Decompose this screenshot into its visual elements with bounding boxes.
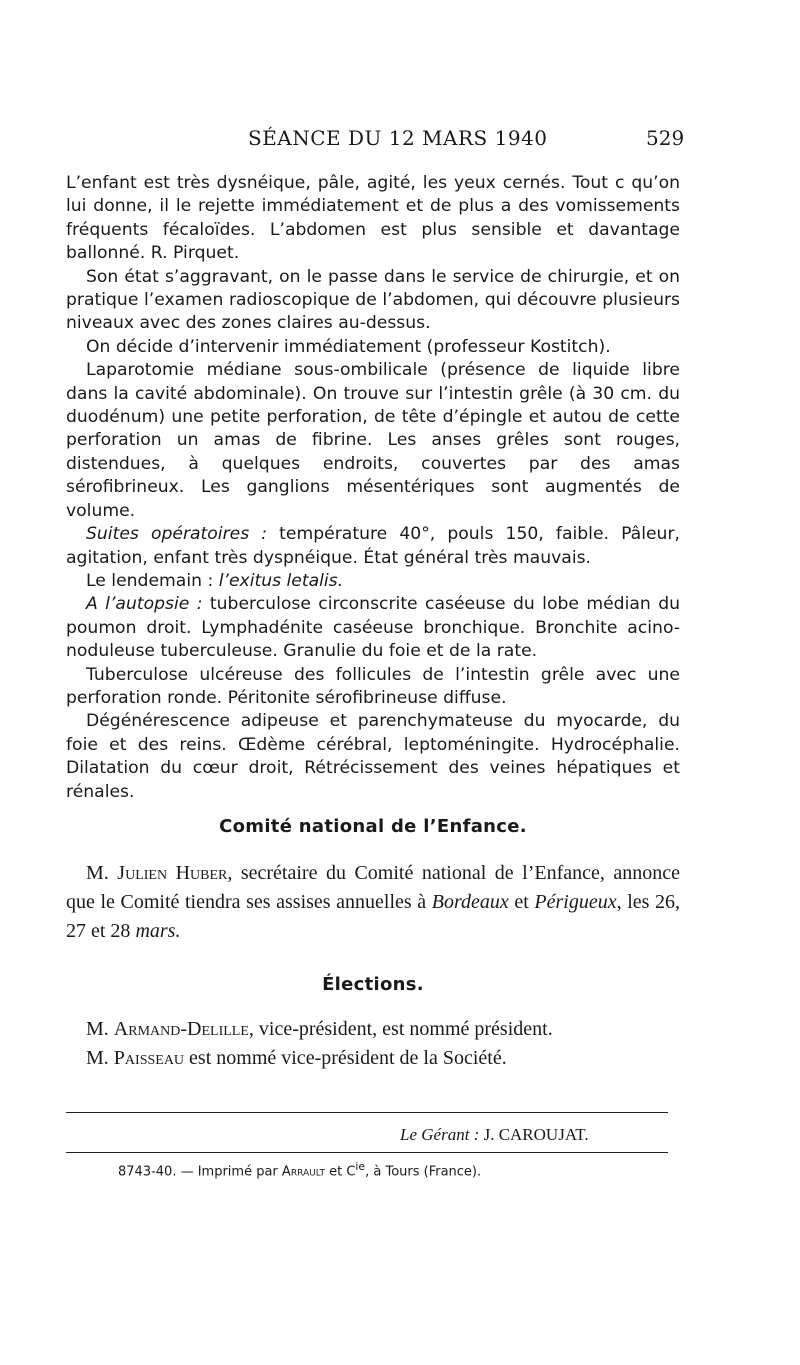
suites-text: température 40°, pouls 150, faible. Pâleur, agitation, enfant très dyspnéique. État général très mauvais. <box>66 524 680 568</box>
comite-et: et <box>508 891 535 913</box>
elections-m: M. <box>86 1018 114 1040</box>
case-report <box>66 172 680 804</box>
paragraph: On décide d’intervenir immédiatement (professeur Kostitch). <box>86 336 611 357</box>
paragraph-lendemain <box>66 570 680 593</box>
printer-et: et C <box>324 1164 356 1180</box>
autopsie-text: tuberculose circonscrite caséeuse du lobe médian du poumon droit. Lymphadénite caséeuse bronchique. Bronchite acino-noduleuse tuberculeuse. Granulie du foie et de la rate. <box>66 594 680 662</box>
comite-name: Julien Huber <box>117 862 228 884</box>
page-number: 529 <box>646 126 685 150</box>
elections-name-1: Armand-Delille <box>113 1018 249 1040</box>
lendemain-italic: l’exitus letalis. <box>218 570 344 591</box>
paragraph-autopsie <box>66 593 680 663</box>
comite-section <box>66 812 680 946</box>
gerant-name: J. CAROUJAT. <box>479 1125 589 1144</box>
printer-sup: ie <box>355 1160 366 1173</box>
elections-heading: Élections. <box>322 974 424 995</box>
elections-line-2 <box>66 1044 680 1073</box>
paragraph: Son état s’aggravant, on le passe dans le service de chirurgie, et on pratique l’examen radioscopique de l’abdomen, qui découvre plusieurs niveaux avec des zones claires au-dessus. <box>66 266 680 334</box>
elections-text-1: , vice-président, est nommé président. <box>248 1018 553 1040</box>
comite-city2: Périgueux <box>534 891 617 913</box>
running-head: SÉANCE DU 12 MARS 1940 <box>248 126 548 150</box>
paragraph: L’enfant est très dysnéique, pâle, agité, les yeux cernés. Tout c qu’on lui donne, il le rejette immédiatement et de plus a des vomissements fréquents fécaloïdes. L’abdomen est plus sensible et davantage ballonné. R. Pirquet. <box>66 173 680 264</box>
page-header <box>0 126 800 156</box>
printer-imprint <box>118 1160 678 1179</box>
elections-text-2: est nommé vice-président de la Société. <box>184 1047 507 1069</box>
paragraph: Laparotomie médiane sous-ombilicale (présence de liquide libre dans la cavité abdominale). On trouve sur l’intestin grêle (à 30 cm. du duodénum) une petite perforation, de tête d’épingle et autou de cette perforation un amas de fibrine. Les anses grêles sont rouges, distendues, à quelques endroits, couvertes par des amas sérofibrineux. Les ganglions mésentériques sont augmentés de volume. <box>66 360 680 521</box>
comite-paragraph <box>66 859 680 946</box>
printer-name: Arrault <box>281 1164 325 1180</box>
comite-month: mars. <box>135 920 181 942</box>
elections-name-2: Paisseau <box>113 1047 185 1069</box>
paragraph: Tuberculose ulcéreuse des follicules de l’intestin grêle avec une perforation ronde. Péritonite sérofibrineuse diffuse. <box>66 664 680 708</box>
elections-section <box>66 970 680 1073</box>
gerant-line <box>400 1125 670 1145</box>
printer-number: 8743-40. — Imprimé par <box>118 1164 282 1180</box>
elections-m: M. <box>86 1047 114 1069</box>
suites-label: Suites opératoires : <box>86 524 268 545</box>
divider <box>66 1112 668 1113</box>
comite-text1: , secrétaire du Comité national de l’Enfance, annonce que le Comité tiendra ses assises annuelles à <box>66 862 680 913</box>
printer-rest: , à Tours (France). <box>365 1164 482 1180</box>
paragraph-suites <box>66 523 680 570</box>
autopsie-label: A l’autopsie : <box>86 594 203 615</box>
comite-m: M. <box>86 862 118 884</box>
lendemain-label: Le lendemain : <box>86 570 219 591</box>
gerant-label: Le Gérant : <box>400 1125 480 1144</box>
elections-line-1 <box>66 1015 680 1044</box>
divider <box>66 1152 668 1153</box>
comite-text2: , les 26, 27 et 28 <box>66 891 680 942</box>
comite-heading: Comité national de l’Enfance. <box>219 816 527 837</box>
paragraph: Dégénérescence adipeuse et parenchymateuse du myocarde, du foie et des reins. Œdème cérébral, leptoméningite. Hydrocéphalie. Dilatation du cœur droit, Rétrécissement des veines hépatiques et rénales. <box>66 711 680 802</box>
comite-city1: Bordeaux <box>431 891 509 913</box>
